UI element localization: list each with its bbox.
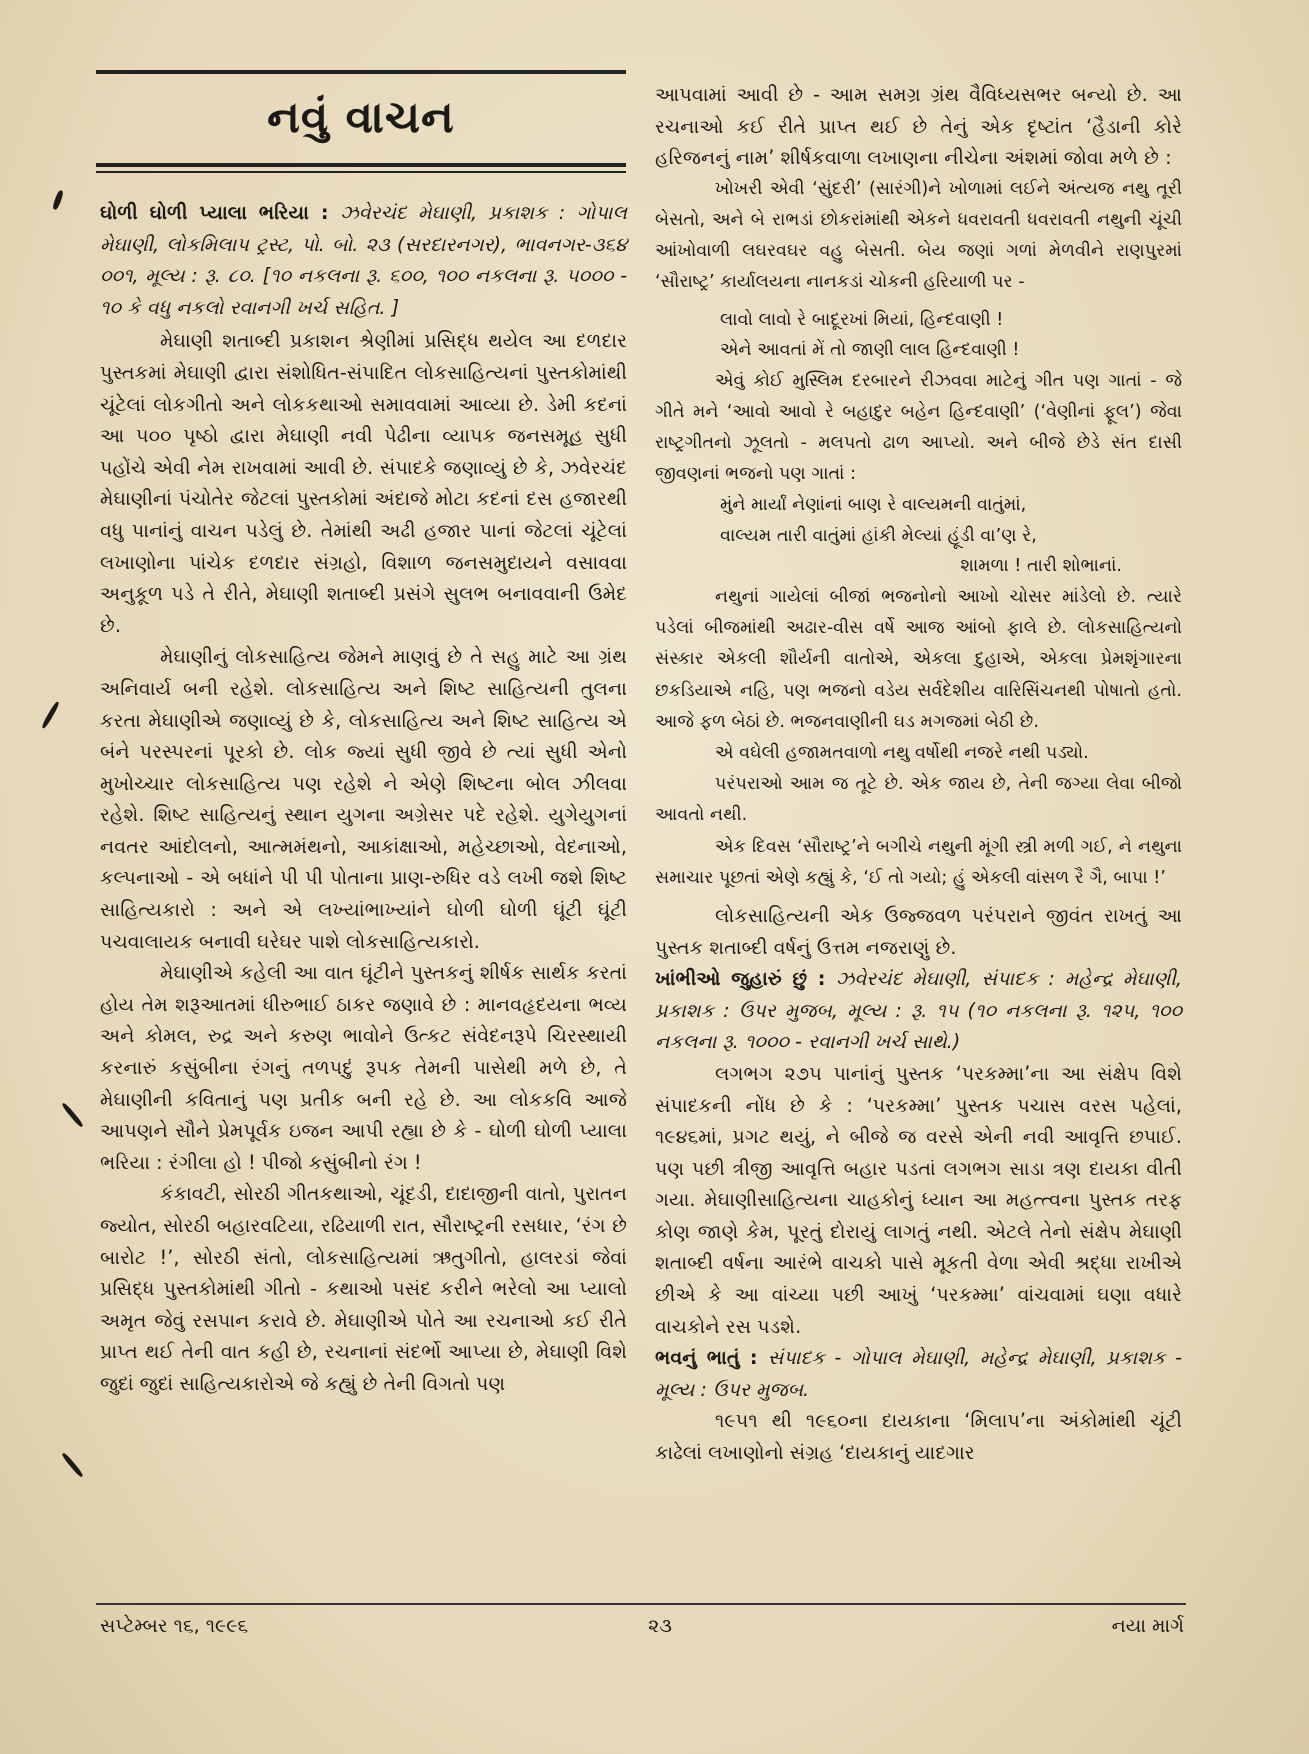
- quoted-excerpt: નથુનાં ગાયેલાં બીજાં ભજનોનો આખો ચોસર માંડેલો છે. ત્યારે પડેલાં બીજમાંથી અઢાર-વીસ વર્ષે આજ આંબો ફાલે છે. લોકસાહિત્યનો સંસ્કાર એકલી શૌર્યની વાતોએ, એકલા દુહાએ, એકલા પ્રેમશૃંગારના છકડિયાએ નહિ, પણ ભજનો વડેય સર્વદેશીય વારિસિંચનથી પોષાતો હતો. આજે ફળ બેઠાં છે. ભજનવાણીની ઘડ મગજમાં બેઠી છે.: [655, 586, 1182, 732]
- paragraph: લગભગ ૨૭૫ પાનાંનું પુસ્તક ‘પરકમ્મા’ના આ સંક્ષેપ વિશે સંપાદકની નોંધ છે કે : ‘પરકમ્મા’ પુસ્તક પચાસ વરસ પહેલાં, ૧૯૪૬માં, પ્રગટ થયું, ને બીજે જ વરસે એની નવી આવૃત્તિ છપાઈ. પણ પછી ત્રીજી આવૃત્તિ બહાર પડતાં લગભગ સાડા ત્રણ દાયકા વીતી ગયા. મેઘાણીસાહિત્યના ચાહકોનું ધ્યાન આ મહત્ત્વના પુસ્તક તરફ કોણ જાણે કેમ, પૂરતું દોરાયું લાગતું નથી. એટલે તેનો સંક્ષેપ મેઘાણી શતાબ્દી વર્ષના આરંભે વાચકો પાસે મૂકતી વેળા એવી શ્રદ્ધા રાખીએ છીએ કે આ વાંચ્યા પછી આખું ‘પરકમ્મા’ વાંચવામાં ઘણા વધારે વાચકોને રસ પડશે.: [655, 1061, 1182, 1338]
- book-details-2: ઝવેરચંદ મેઘાણી, સંપાદક : મહેન્દ્ર મેઘાણી, પ્રકાશક : ઉપર મુજબ, મૂલ્ય : રૂ. ૧૫ (૧૦ નકલના રૂ. ૧૨૫, ૧૦૦ નકલના રૂ. ૧૦૦૦ - રવાનગી ખર્ચ સાથે.): [655, 967, 1182, 1054]
- paragraph: મેઘાણીનું લોકસાહિત્ય જેમને માણવું છે તે સહુ માટે આ ગ્રંથ અનિવાર્ય બની રહેશે. લોકસાહિત્ય અને શિષ્ટ સાહિત્યની તુલના કરતા મેઘાણીએ જણાવ્યું છે કે, લોકસાહિત્ય અને શિષ્ટ સાહિત્ય એ બંને પરસ્પરનાં પૂરકો છે. લોક જ્યાં સુધી જીવે છે ત્યાં સુધી એનો મુખોચ્ચાર લોકસાહિત્ય પણ રહેશે ને એણે શિષ્ટના બોલ ઝીલવા રહેશે. શિષ્ટ સાહિત્યનું સ્થાન યુગના અગ્રેસર પદે રહેશે. યુગેયુગનાં નવતર આંદોલનો, આત્મમંથનો, આકાંક્ષાઓ, મહેચ્છાઓ, વેદનાઓ, કલ્પનાઓ - એ બધાંને પી પી પોતાના પ્રાણ-રુધિર વડે લખી જશે શિષ્ટ સાહિત્યકારો : અને એ લખ્યાંભાખ્યાંને ઘોળી ઘોળી ઘૂંટી ઘૂંટી પચવાલાયક બનાવી ઘરેઘર પાશે લોકસાહિત્યકારો.: [100, 645, 627, 953]
- quoted-excerpt: પરંપરાઓ આમ જ તૂટે છે. એક જાય છે, તેની જગ્યા લેવા બીજો આવતો નથી.: [655, 774, 1182, 826]
- book-details-3: સંપાદક - ગોપાલ મેઘાણી, મહેન્દ્ર મેઘાણી, પ્રકાશક - મૂલ્ય : ઉપર મુજબ.: [655, 1346, 1183, 1401]
- margin-mark: [61, 1452, 84, 1478]
- paragraph: મેઘાણીએ કહેલી આ વાત ઘૂંટીને પુસ્તકનું શીર્ષક સાર્થક કરતાં હોય તેમ શરૂઆતમાં ધીરુભાઈ ઠાકર જણાવે છે : માનવહૃદયના ભવ્ય અને કોમલ, રુદ્ર અને કરુણ ભાવોને ઉત્કટ સંવેદનરૂપે ચિરસ્થાયી કરનારું કસુંબીના રંગનું તળપદું રૂપક તેમની પાસેથી મળે છે, તે મેઘાણીની કવિતાનું પણ પ્રતીક બની રહે છે. આ લોકકવિ આજે આપણને સૌને પ્રેમપૂર્વક ઇજન આપી રહ્યા છે કે - ઘોળી ઘોળી પ્યાલા ભરિયા : રંગીલા હો ! પીજો કસુંબીનો રંગ !: [100, 961, 627, 1174]
- title-rule-thick: [96, 163, 626, 167]
- paragraph: લોકસાહિત્યની એક ઉજ્જવળ પરંપરાને જીવંત રાખતું આ પુસ્તક શતાબ્દી વર્ષનું ઉત્તમ નજરાણું છે.: [655, 903, 1182, 959]
- verse-line: શામળા ! તારી શોભાનાં.: [960, 556, 1122, 577]
- page-number: ૨૩: [648, 1615, 672, 1637]
- title-rule-thin: [96, 171, 626, 173]
- quoted-excerpt: એવું કોઈ મુસ્લિમ દરબારને રીઝવવા માટેનું ગીત પણ ગાતાં - જે ગીતે મને ‘આવો આવો રે બહાદુર બહેન હિન્દવાણી’ (‘વેણીનાં ફૂલ’) જેવા રાષ્ટ્રગીતનો ઝૂલતો - મલપતો ઢાળ આપ્યો. અને બીજે છેડે સંત દાસી જીવણનાં ભજનો પણ ગાતાં :: [655, 370, 1182, 485]
- quoted-excerpt: એક દિવસ ‘સૌરાષ્ટ્ર’ને બગીચે નથુની મૂંગી સ્ત્રી મળી ગઈ, ને નથુના સમાચાર પૂછતાં એણે કહ્યું કે, ‘ઈ તો ગયો; હું એકલી વાંસળ રૈ ગૈ, બાપા !’: [655, 836, 1182, 888]
- paragraph: આપવામાં આવી છે - આમ સમગ્ર ગ્રંથ વૈવિધ્યસભર બન્યો છે. આ રચનાઓ કઈ રીતે પ્રાપ્ત થઈ છે તેનું એક દૃષ્ટાંત ‘હૈડાની કોરે હરિજનનું નામ’ શીર્ષકવાળા લખાણના નીચેના અંશમાં જોવા મળે છે :: [655, 83, 1182, 170]
- book-citation-2: [655, 963, 1182, 1058]
- book-details-1: ઝવેરચંદ મેઘાણી, પ્રકાશક : ગોપાલ મેઘાણી, લોકમિલાપ ટ્રસ્ટ, પો. બો. ૨૩ (સરદારનગર), ભાવનગર-૩૬૪ ૦૦૧, મૂલ્ય : રૂ. ૮૦. [૧૦ નકલના રૂ. ૬૦૦, ૧૦૦ નકલના રૂ. ૫૦૦૦ - ૧૦ કે વધુ નકલો રવાનગી ખર્ચ સહિત. ]: [100, 201, 627, 319]
- book-citation-3: [655, 1342, 1182, 1405]
- book-title-1: ઘોળી ઘોળી પ્યાલા ભરિયા :: [100, 201, 341, 224]
- verse-line: વાલ્યમ તારી વાતુંમાં હાંકી મેલ્યાં હૂંડી વા’ણ રે,: [720, 525, 1037, 546]
- paragraph: ૧૯૫૧ થી ૧૯૬૦ના દાયકાના ‘મિલાપ’ના અંકોમાંથી ચૂંટી કાઢેલાં લખાણોનો સંગ્રહ ‘દાયકાનું યાદગાર: [655, 1409, 1182, 1465]
- book-title-3: ભવનું ભાતું :: [655, 1346, 768, 1370]
- book-title-2: ખાંભીઓ જુહારું છું :: [655, 967, 837, 991]
- footer-rule: [96, 1603, 1186, 1605]
- verse-line: એને આવતાં મેં તો જાણી લાલ હિન્દવાણી !: [720, 340, 1020, 361]
- book-citation-1: [100, 197, 627, 323]
- verse-line: મુંને માર્યાં નેણાંનાં બાણ રે વાલ્યમની વાતુંમાં,: [720, 495, 1027, 516]
- publication-name: નયા માર્ગ: [1111, 1615, 1184, 1637]
- margin-mark: [52, 190, 64, 211]
- right-column: [655, 79, 1182, 1469]
- verse-line: લાવો લાવો રે બાદૂરખાં મિયાં, હિન્દવાણી !: [720, 309, 1004, 330]
- quoted-excerpt: એ વઘેલી હજામતવાળો નથુ વર્ષોથી નજરે નથી પડ્યો.: [715, 742, 1089, 763]
- top-rule: [96, 70, 626, 74]
- paragraph: કંકાવટી, સોરઠી ગીતકથાઓ, ચૂંદડી, દાદાજીની વાતો, પુરાતન જ્યોત, સોરઠી બહારવટિયા, રઢિયાળી રાત, સૌરાષ્ટ્રની રસધાર, ‘રંગ છે બારોટ !’, સોરઠી સંતો, લોકસાહિત્યમાં ઋતુગીતો, હાલરડાં જેવાં પ્રસિદ્ધ પુસ્તકોમાંથી ગીતો - કથાઓ પસંદ કરીને ભરેલો આ પ્યાલો અમૃત જેવું રસપાન કરાવે છે. મેઘાણીએ પોતે આ રચનાઓ કઈ રીતે પ્રાપ્ત થઈ તેની વાત કહી છે, રચનાનાં સંદર્ભો આપ્યા છે, મેઘાણી વિશે જુદાં જુદાં સાહિત્યકારોએ જે કહ્યું છે તેની વિગતો પણ: [100, 1182, 627, 1395]
- paragraph: મેઘાણી શતાબ્દી પ્રકાશન શ્રેણીમાં પ્રસિદ્ધ થયેલ આ દળદાર પુસ્તકમાં મેઘાણી દ્વારા સંશોધિત-સંપાદિત લોકસાહિત્યનાં પુસ્તકોમાંથી ચૂંટેલાં લોકગીતો અને લોકકથાઓ સમાવવામાં આવ્યા છે. ડેમી કદનાં આ ૫૦૦ પૃષ્ઠો દ્વારા મેઘાણી નવી પેઢીના વ્યાપક જનસમૂહ સુધી પહોંચે એવી નેમ રાખવામાં આવી છે. સંપાદકે જણાવ્યું છે કે, ઝવેરચંદ મેઘાણીનાં પંચોતેર જેટલાં પુસ્તકોમાં અંદાજે મોટા કદનાં દસ હજારથી વધુ પાનાંનું વાચન પડેલું છે. તેમાંથી અઢી હજાર પાનાં જેટલાં ચૂંટેલાં લખાણોના પાંચેક દળદાર સંગ્રહો, વિશાળ જનસમુદાયને વસાવવા અનુકૂળ પડે તે રીતે, મેઘાણી શતાબ્દી પ્રસંગે સુલભ બનાવવાની ઉમેદ છે.: [100, 329, 627, 637]
- left-column: [100, 197, 627, 1400]
- margin-mark: [61, 1102, 84, 1128]
- margin-mark: [41, 701, 60, 729]
- footer-date: સપ્ટેમ્બર ૧૬, ૧૯૯૬: [100, 1615, 249, 1637]
- quoted-excerpt: ખોખરી એવી ‘સુંદરી’ (સારંગી)ને ખોળામાં લઈને અંત્યજ નથુ તૂરી બેસતો, અને બે રાભડાં છોકરાંમાંથી એકને ધવરાવતી ધવરાવતી નથુની ચૂંચી આંખોવાળી લઘરવઘર વહુ બેસતી. બેય જણાં ગળાં મેળવીને રાણપુરમાં ‘સૌરાષ્ટ્ર’ કાર્યાલયના નાનકડાં ચોકની હરિયાળી પર -: [655, 178, 1182, 293]
- section-title: નવું વાચન: [267, 92, 455, 143]
